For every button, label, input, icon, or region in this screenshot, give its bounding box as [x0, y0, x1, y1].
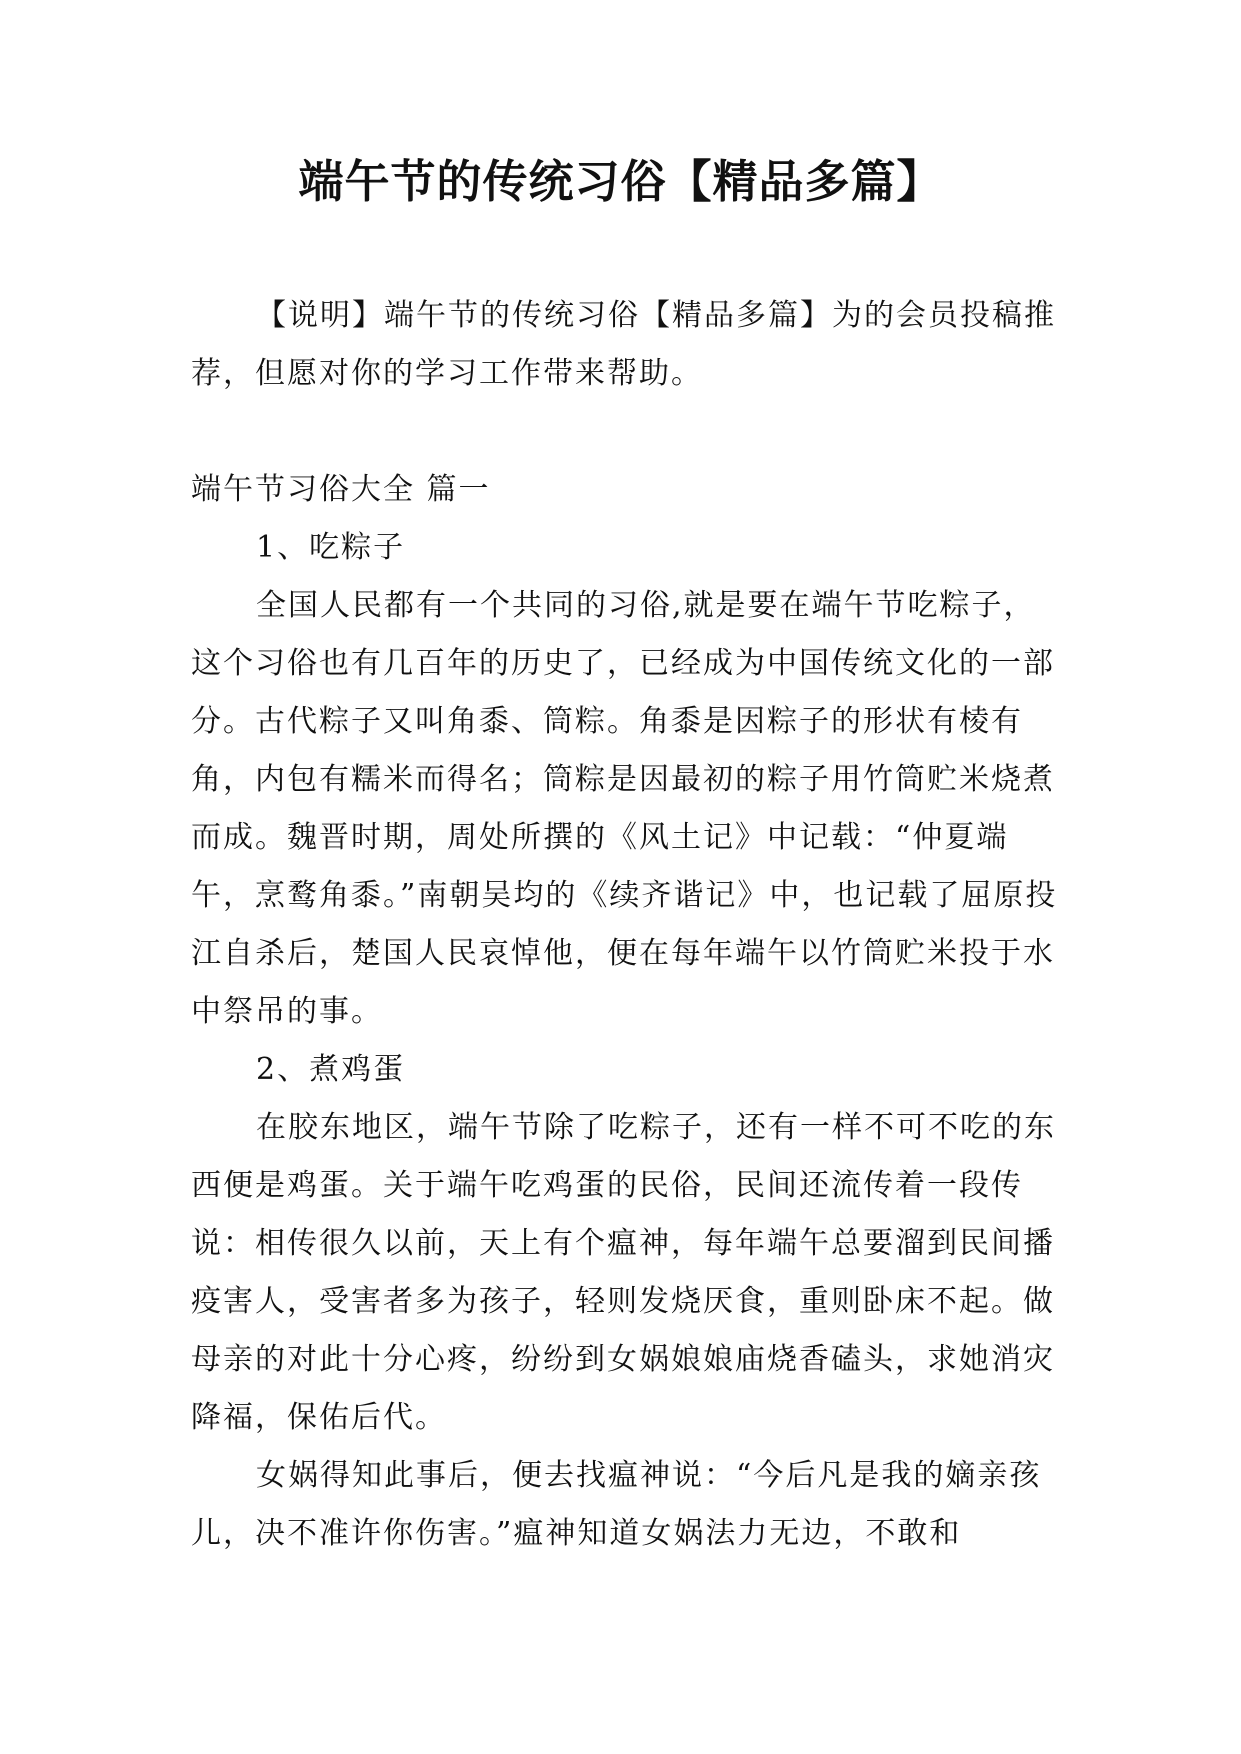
- section-content: [191, 519, 1061, 1563]
- paragraph-zongzi: 全国人民都有一个共同的习俗,就是要在端午节吃粽子，这个习俗也有几百年的历史了，已经成为中国传统文化的一部分。古代粽子又叫角黍、筒粽。角黍是因粽子的形状有棱有角，内包有糯米而得名；筒粽是因最初的粽子用竹筒贮米烧煮而成。魏晋时期，周处所撰的《风土记》中记载：“仲夏端午，烹鹜角黍。”南朝吴均的《续齐谐记》中，也记载了屈原投江自杀后，楚国人民哀悼他，便在每年端午以竹筒贮米投于水中祭吊的事。: [191, 588, 1058, 1029]
- intro-paragraph: 【说明】端午节的传统习俗【精品多篇】为的会员投稿推荐，但愿对你的学习工作带来帮助。: [191, 298, 1056, 391]
- item-heading-eggs: 2、煮鸡蛋: [256, 1052, 406, 1087]
- item-heading-zongzi: 1、吃粽子: [256, 530, 406, 565]
- document-title: 端午节的传统习俗【精品多篇】: [298, 155, 943, 208]
- paragraph-eggs-legend: 在胶东地区，端午节除了吃粽子，还有一样不可不吃的东西便是鸡蛋。关于端午吃鸡蛋的民俗，民间还流传着一段传说：相传很久以前，天上有个瘟神，每年端午总要溜到民间播疫害人，受害者多为孩子，轻则发烧厌食，重则卧床不起。做母亲的对此十分心疼，纷纷到女娲娘娘庙烧香磕头，求她消灾降福，保佑后代。: [191, 1110, 1056, 1435]
- section-heading: 端午节习俗大全 篇一: [191, 472, 491, 507]
- paragraph-nuwa: 女娲得知此事后，便去找瘟神说：“今后凡是我的嫡亲孩儿，决不准许你伤害。”瘟神知道女娲法力无边，不敢和: [191, 1458, 1042, 1551]
